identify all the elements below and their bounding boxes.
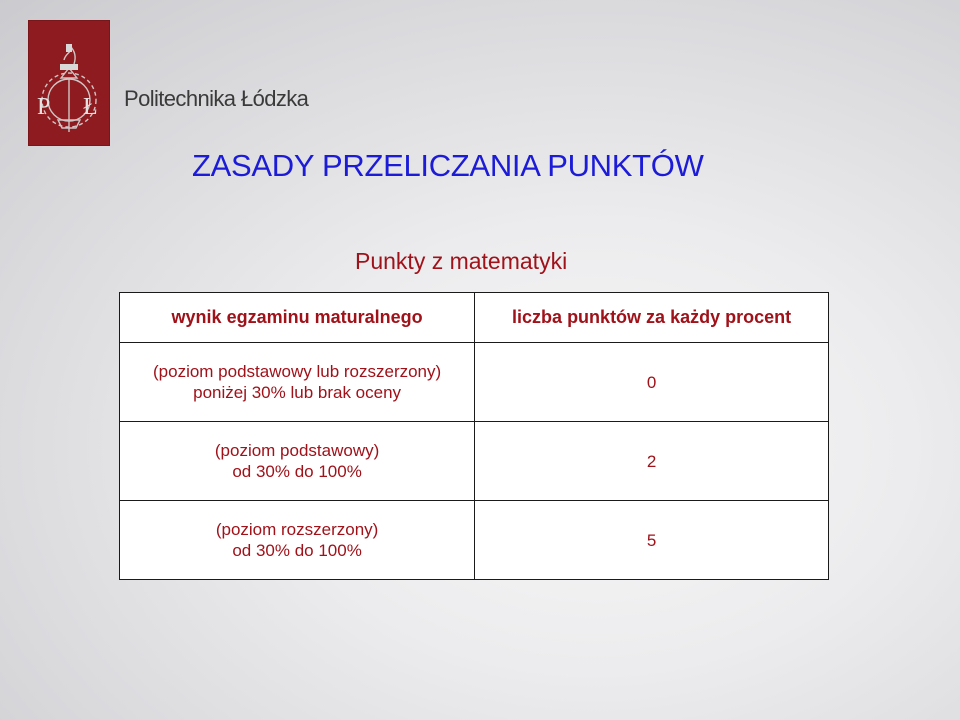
- condition-range: poniżej 30% lub brak oceny: [193, 383, 402, 402]
- emblem-letter-l: Ł: [83, 94, 98, 120]
- condition-range: od 30% do 100%: [232, 462, 362, 481]
- points-cell: 2: [475, 422, 829, 501]
- table-row: [120, 343, 829, 422]
- university-emblem-logo: [28, 20, 110, 146]
- emblem-graphic: [28, 20, 110, 146]
- condition-level: (poziom rozszerzony): [215, 520, 379, 539]
- points-conversion-table: [119, 292, 829, 580]
- points-cell: 5: [475, 501, 829, 580]
- condition-level: (poziom podstawowy): [214, 441, 380, 460]
- university-name: Politechnika Łódzka: [124, 86, 309, 111]
- points-cell: 0: [475, 343, 829, 422]
- table-header-row: [120, 293, 829, 343]
- condition-level: (poziom podstawowy lub rozszerzony): [153, 362, 442, 381]
- header-points-per-percent: liczba punktów za każdy procent: [475, 293, 829, 343]
- emblem-letter-p: P: [37, 94, 51, 120]
- condition-range: od 30% do 100%: [232, 541, 362, 560]
- condition-cell: [120, 422, 475, 501]
- condition-cell: [120, 501, 475, 580]
- header-exam-result: wynik egzaminu maturalnego: [120, 293, 475, 343]
- page-title: ZASADY PRZELICZANIA PUNKTÓW: [192, 148, 704, 183]
- table-row: [120, 501, 829, 580]
- table-row: [120, 422, 829, 501]
- condition-cell: [120, 343, 475, 422]
- table-caption: Punkty z matematyki: [355, 248, 568, 274]
